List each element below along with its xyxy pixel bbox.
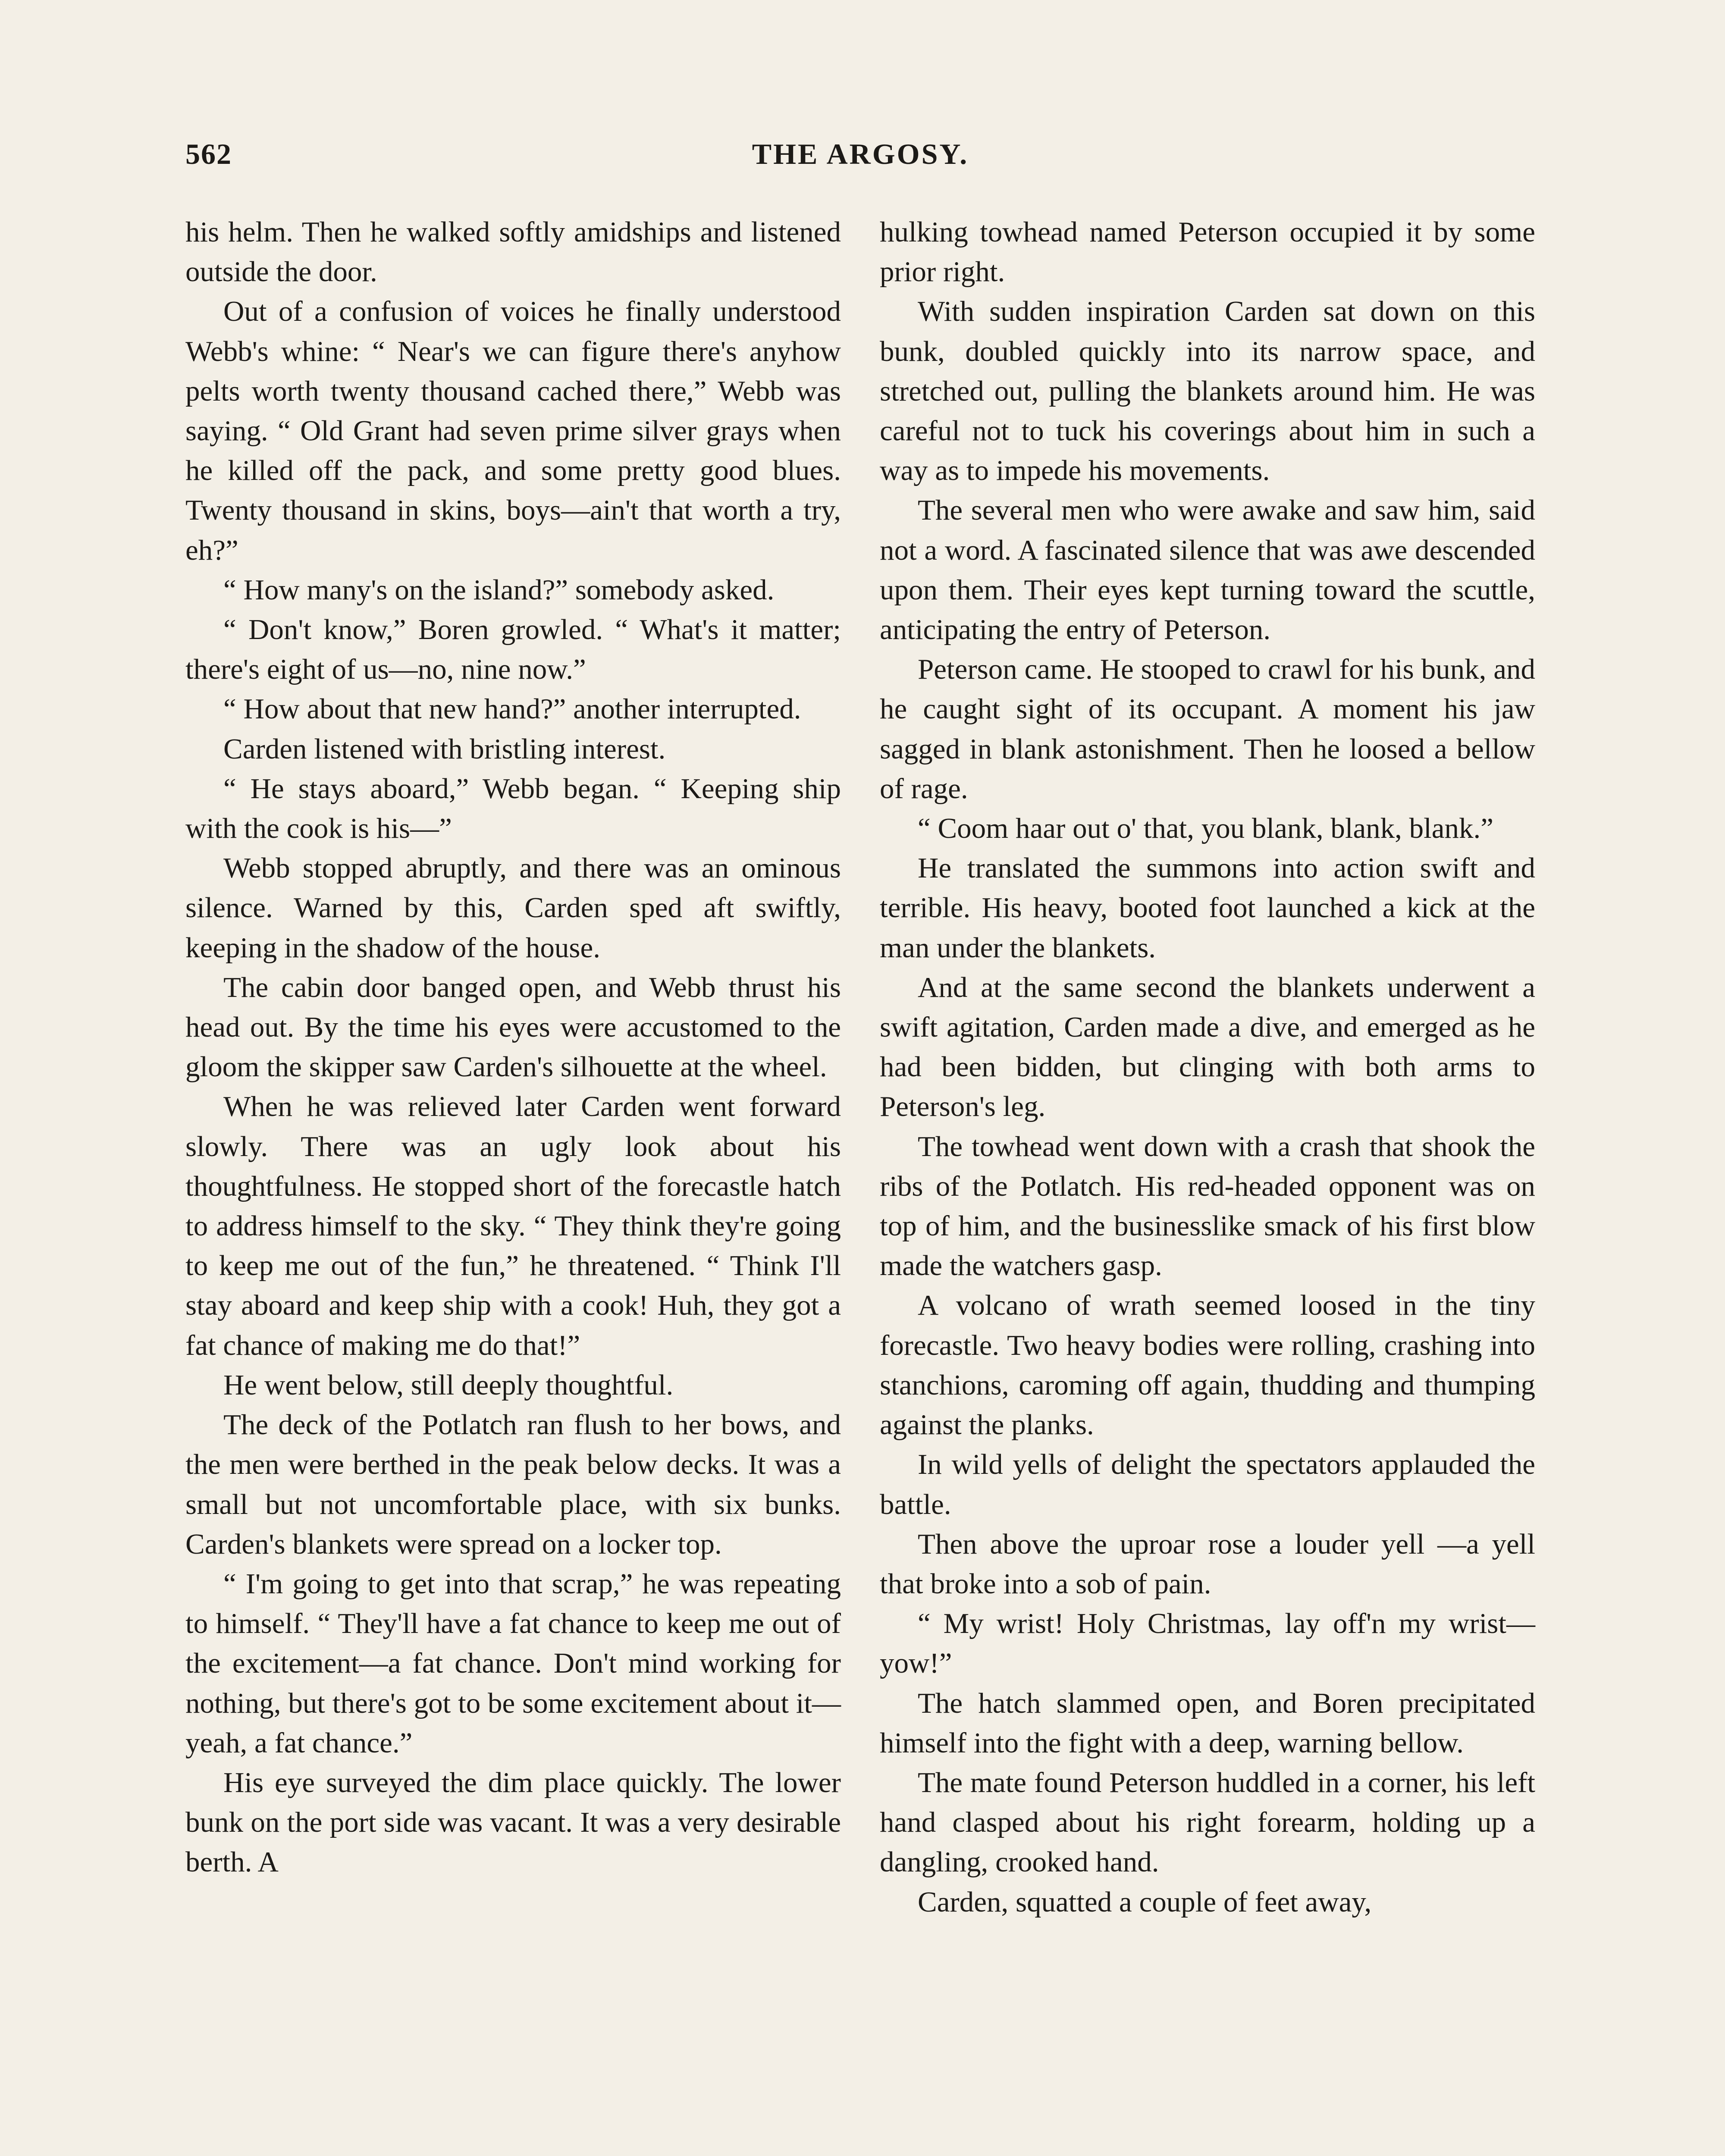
paragraph: The towhead went down with a crash that shook the ribs of the Potlatch. His red-headed opponent was on top of him, and the businesslike smack of his first blow made the watchers gasp. bbox=[880, 1130, 1535, 1282]
paragraph: With sudden inspiration Carden sat down on this bunk, doubled quickly into its narrow space, and stretched out, pulling the blankets around him. He was careful not to tuck his coverings about him in such a way as to impede his movements. bbox=[880, 295, 1535, 487]
paragraph: Carden, squatted a couple of feet away, bbox=[918, 1886, 1372, 1918]
paragraph: The deck of the Potlatch ran flush to her bows, and the men were berthed in the peak below decks. It was a small but not uncomfortable place, with six bunks. Carden's blankets were spread on a locker top. bbox=[185, 1409, 841, 1560]
paragraph: “ How about that new hand?” another interrupted. bbox=[223, 693, 801, 725]
paragraph: He translated the summons into action swift and terrible. His heavy, booted foot launched a kick at the man under the blankets. bbox=[880, 852, 1535, 964]
page-header bbox=[185, 137, 1535, 185]
paragraph: “ How many's on the island?” somebody asked. bbox=[223, 573, 775, 606]
paragraph: The hatch slammed open, and Boren precipitated himself into the fight with a deep, warning bellow. bbox=[880, 1687, 1535, 1759]
paragraph: “ He stays aboard,” Webb began. “ Keeping ship with the cook is his—” bbox=[185, 772, 841, 845]
page-number: 562 bbox=[185, 138, 232, 170]
paragraph: A volcano of wrath seemed loosed in the tiny forecastle. Two heavy bodies were rolling, crashing into stanchions, caroming off again, thudding and thumping against the planks. bbox=[880, 1289, 1535, 1441]
paragraph: his helm. Then he walked softly amidships and listened outside the door. bbox=[185, 216, 841, 288]
paragraph: Out of a confusion of voices he finally understood Webb's whine: “ Near's we can figure there's anyhow pelts worth twenty thousand cached there,” Webb was saying. “ Old Grant had seven prime silver grays when he killed off the pack, and some pretty good blues. Twenty thousand in skins, boys—ain't that worth a try, eh?” bbox=[185, 295, 841, 566]
right-column bbox=[880, 212, 1535, 1922]
running-head: THE ARGOSY. bbox=[752, 138, 969, 170]
paragraph: He went below, still deeply thoughtful. bbox=[223, 1369, 674, 1401]
paragraph: Peterson came. He stooped to crawl for his bunk, and he caught sight of its occupant. A moment his jaw sagged in blank astonishment. Then he loosed a bellow of rage. bbox=[880, 653, 1535, 805]
paragraph: “ Coom haar out o' that, you blank, blank, blank.” bbox=[918, 812, 1494, 845]
left-column bbox=[185, 212, 841, 1882]
paragraph: hulking towhead named Peterson occupied it by some prior right. bbox=[880, 216, 1535, 288]
paragraph: “ My wrist! Holy Christmas, lay off'n my wrist—yow!” bbox=[880, 1608, 1535, 1680]
paragraph: “ I'm going to get into that scrap,” he was repeating to himself. “ They'll have a fat chance to keep me out of the excitement—a fat chance. Don't mind working for nothing, but there's got to be some excitement about it—yeah, a fat chance.” bbox=[185, 1567, 841, 1759]
paragraph: The several men who were awake and saw him, said not a word. A fascinated silence that was awe descended upon them. Their eyes kept turning toward the scuttle, anticipating the entry of Peterson. bbox=[880, 494, 1535, 646]
paragraph: The mate found Peterson huddled in a corner, his left hand clasped about his right forearm, holding up a dangling, crooked hand. bbox=[880, 1766, 1535, 1878]
paragraph: Carden listened with bristling interest. bbox=[223, 733, 666, 765]
paragraph: His eye surveyed the dim place quickly. The lower bunk on the port side was vacant. It was a very desirable berth. A bbox=[185, 1766, 841, 1878]
paragraph: “ Don't know,” Boren growled. “ What's it matter; there's eight of us—no, nine now.” bbox=[185, 614, 841, 686]
paragraph: The cabin door banged open, and Webb thrust his head out. By the time his eyes were accustomed to the gloom the skipper saw Carden's silhouette at the wheel. bbox=[185, 971, 841, 1083]
paragraph: And at the same second the blankets underwent a swift agitation, Carden made a dive, and emerged as he had been bidden, but clinging with both arms to Peterson's leg. bbox=[880, 971, 1535, 1123]
paragraph: Then above the uproar rose a louder yell —a yell that broke into a sob of pain. bbox=[880, 1528, 1535, 1600]
paragraph: In wild yells of delight the spectators applauded the battle. bbox=[880, 1448, 1535, 1520]
paragraph: When he was relieved later Carden went forward slowly. There was an ugly look about his thoughtfulness. He stopped short of the forecastle hatch to address himself to the sky. “ They think they're going to keep me out of the fun,” he threatened. “ Think I'll stay aboard and keep ship with a cook! Huh, they got a fat chance of making me do that!” bbox=[185, 1091, 841, 1361]
paragraph: Webb stopped abruptly, and there was an ominous silence. Warned by this, Carden sped aft swiftly, keeping in the shadow of the house. bbox=[185, 852, 841, 964]
